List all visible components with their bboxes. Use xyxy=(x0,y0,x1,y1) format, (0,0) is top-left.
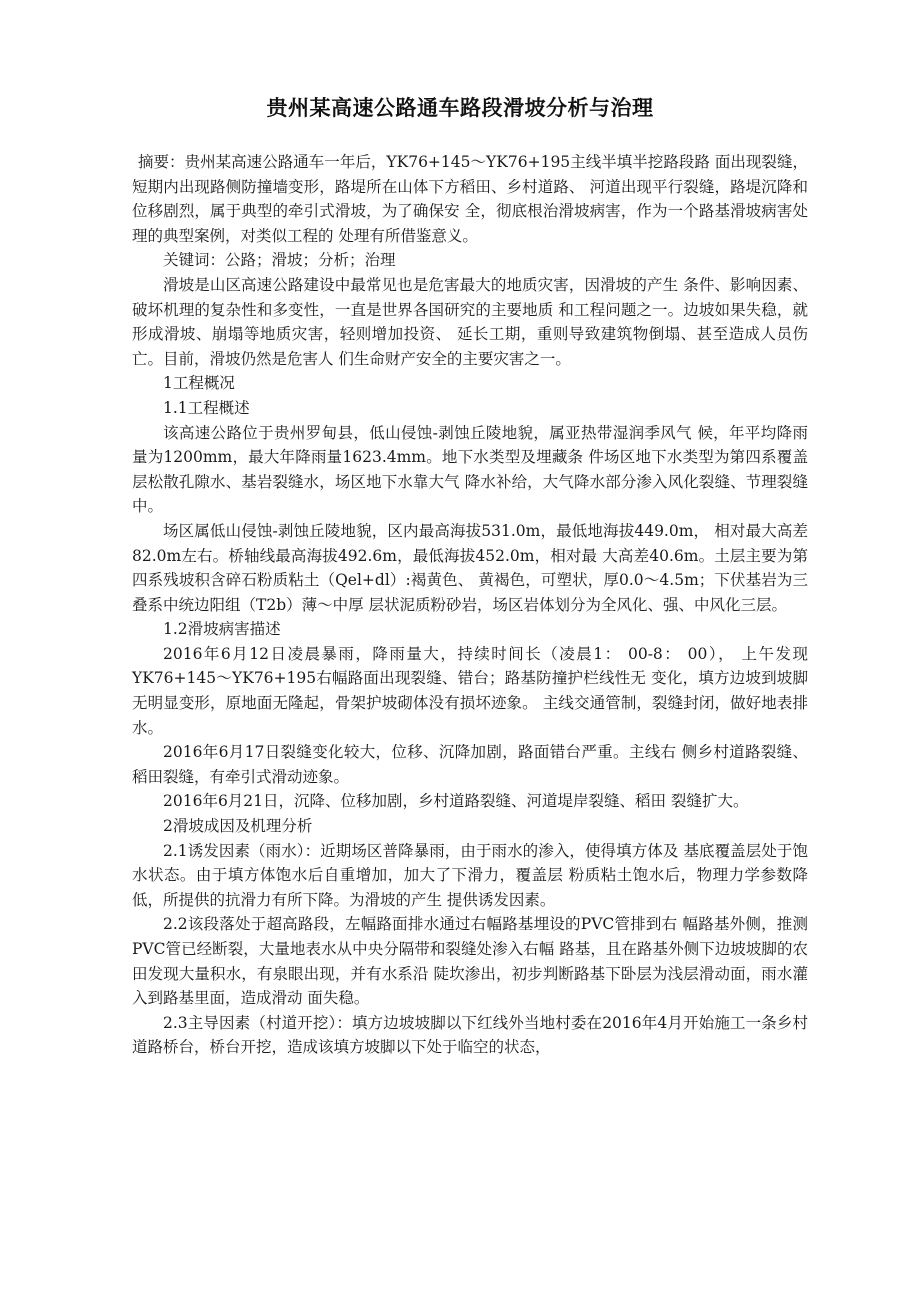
body-paragraph: 2.3主导因素（村道开挖）：填方边坡坡脚以下红线外当地村委在2016年4月开始施工一条乡村道路桥台，桥台开挖，造成该填方坡脚以下处于临空的状态， xyxy=(132,1013,808,1057)
body-paragraph: 2016年6月12日凌晨暴雨，降雨量大，持续时间长（凌晨1： 00-8： 00）， 上午发现YK76+145～YK76+195右幅路面出现裂缝、错台；路基防撞护栏线性无 变化，填方边坡到坡脚无明显变形，原地面无隆起，骨架护坡砌体没有损坏迹象。 主线交通管制，裂缝封闭，做好地表排水。 xyxy=(132,644,808,737)
section-heading-2: 2滑坡成因及机理分析 xyxy=(163,817,313,836)
body-paragraph: 2.2该段落处于超高路段，左幅路面排水通过右幅路基埋设的PVC管排到右 幅路基外侧，推测PVC管已经断裂，大量地表水从中央分隔带和裂缝处渗入右幅 路基，且在路基外侧下边坡坡脚的农田发现大量积水，有泉眼出现，并有水系沿 陡坎渗出，初步判断路基下卧层为浅层滑动面，雨水灌入到路基里面，造成滑动 面失稳。 xyxy=(132,915,808,1008)
body-paragraph: 2016年6月17日裂缝变化较大，位移、沉降加剧，路面错台严重。主线右 侧乡村道路裂缝、稻田裂缝，有牵引式滑动迹象。 xyxy=(132,743,808,786)
body-paragraph: 场区属低山侵蚀-剥蚀丘陵地貌，区内最高海拔531.0m，最低地海拔449.0m， 相对最大高差82.0m左右。桥轴线最高海拔492.6m，最低海拔452.0m，相对最 大高差40.6m。土层主要为第四系残坡积含碎石粉质粘土（Qel+dl）:褐黄色、 黄褐色，可塑状，厚0.0～4.5m；下伏基岩为三叠系中统边阳组（T2b）薄～中厚 层状泥质粉砂岩，场区岩体划分为全风化、强、中风化三层。 xyxy=(132,521,808,614)
document-body xyxy=(132,150,808,1060)
intro-paragraph: 滑坡是山区高速公路建设中最常见也是危害最大的地质灾害，因滑坡的产生 条件、影响因素、破坏机理的复杂性和多变性，一直是世界各国研究的主要地质 和工程问题之一。边坡如果失稳，就形成滑坡、崩塌等地质灾害，轻则增加投资、 延长工期，重则导致建筑物倒塌、甚至造成人员伤亡。目前，滑坡仍然是危害人 们生命财产安全的主要灾害之一。 xyxy=(132,275,808,368)
body-paragraph: 2.1诱发因素（雨水）：近期场区普降暴雨，由于雨水的渗入，使得填方体及 基底覆盖层处于饱水状态。由于填方体饱水后自重增加，加大了下滑力，覆盖层 粉质粘土饱水后，物理力学参数降低，所提供的抗滑力有所下降。为滑坡的产生 提供诱发因素。 xyxy=(132,841,808,909)
section-heading-1-1: 1.1工程概述 xyxy=(163,398,250,417)
body-paragraph: 该高速公路位于贵州罗甸县，低山侵蚀-剥蚀丘陵地貌，属亚热带湿润季风气 候，年平均降雨量为1200mm，最大年降雨量1623.4mm。地下水类型及埋藏条 件场区地下水类型为第四系覆盖层松散孔隙水、基岩裂缝水，场区地下水靠大气 降水补给，大气降水部分渗入风化裂缝、节理裂缝中。 xyxy=(132,423,808,516)
section-heading-1: 1工程概况 xyxy=(163,374,235,393)
section-heading-1-2: 1.2滑坡病害描述 xyxy=(163,620,281,639)
abstract-paragraph: 摘要：贵州某高速公路通车一年后，YK76+145～YK76+195主线半填半挖路段路 面出现裂缝，短期内出现路侧防撞墙变形，路堤所在山体下方稻田、乡村道路、 河道出现平行裂缝，路堤沉降和位移剧烈，属于典型的牵引式滑坡，为了确保安 全，彻底根治滑坡病害，作为一个路基滑坡病害处理的典型案例，对类似工程的 处理有所借鉴意义。 xyxy=(132,153,808,245)
keywords-line: 关键词：公路；滑坡；分析；治理 xyxy=(163,251,396,270)
document-title: 贵州某高速公路通车路段滑坡分析与治理 xyxy=(266,95,654,120)
body-paragraph: 2016年6月21日，沉降、位移加剧，乡村道路裂缝、河道堤岸裂缝、稻田 裂缝扩大。 xyxy=(163,792,749,811)
